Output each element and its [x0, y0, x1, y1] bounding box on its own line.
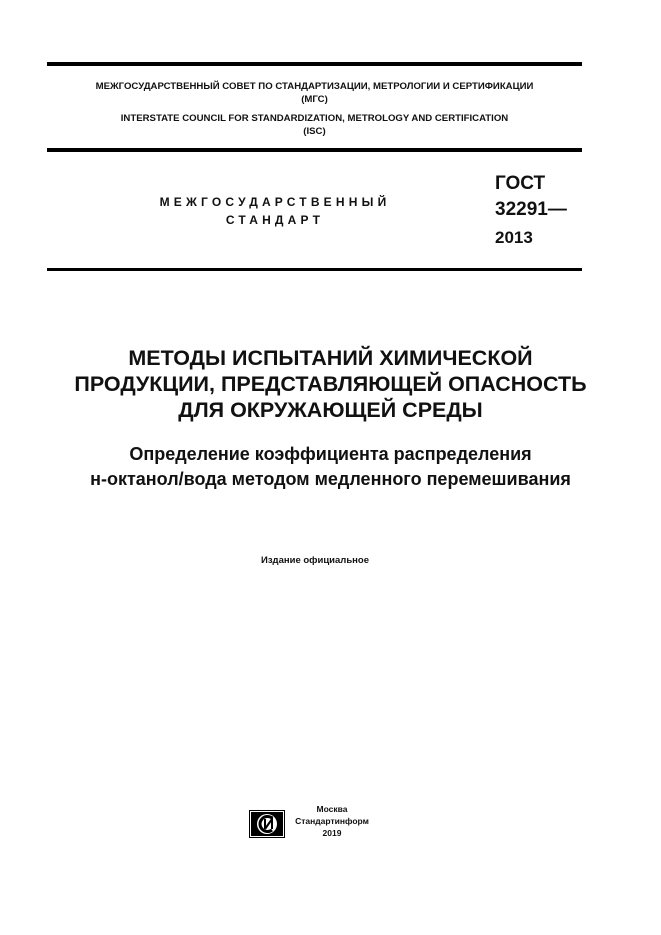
document-title — [20, 345, 641, 423]
publisher-year: 2019 — [322, 828, 342, 838]
gost-code-line3: 2013 — [495, 228, 533, 247]
council-ru-name: МЕЖГОСУДАРСТВЕННЫЙ СОВЕТ ПО СТАНДАРТИЗАЦИИ, МЕТРОЛОГИИ И СЕРТИФИКАЦИИ — [95, 81, 534, 92]
document-subtitle — [20, 442, 641, 492]
standard-label-line1: МЕЖГОСУДАРСТВЕННЫЙ — [159, 195, 391, 209]
document-subtitle-line1: Определение коэффициента распределения — [129, 444, 532, 464]
publisher-city: Москва — [316, 804, 348, 814]
gost-code-line2: 32291— — [495, 199, 567, 220]
document-title-line3: ДЛЯ ОКРУЖАЮЩЕЙ СРЕДЫ — [178, 398, 483, 422]
standard-rule — [47, 268, 582, 271]
council-en — [47, 112, 582, 138]
header-rule — [47, 148, 582, 152]
publisher-name: Стандартинформ — [295, 816, 369, 826]
council-ru — [47, 80, 582, 106]
gost-code-line1: ГОСТ — [495, 173, 546, 194]
document-subtitle-line2: н-октанол/вода методом медленного перемешивания — [90, 469, 571, 489]
top-rule — [47, 62, 582, 66]
document-title-line2: ПРОДУКЦИИ, ПРЕДСТАВЛЯЮЩЕЙ ОПАСНОСТЬ — [74, 372, 587, 396]
document-title-line1: МЕТОДЫ ИСПЫТАНИЙ ХИМИЧЕСКОЙ — [128, 346, 533, 370]
edition-label: Издание официальное — [261, 555, 369, 566]
standartinform-logo-icon — [249, 810, 285, 838]
council-en-abbr: (ISC) — [303, 126, 326, 137]
council-en-name: INTERSTATE COUNCIL FOR STANDARDIZATION, METROLOGY AND CERTIFICATION — [120, 113, 509, 124]
council-ru-abbr: (МГС) — [301, 94, 328, 105]
standard-label-line2: СТАНДАРТ — [225, 213, 325, 227]
